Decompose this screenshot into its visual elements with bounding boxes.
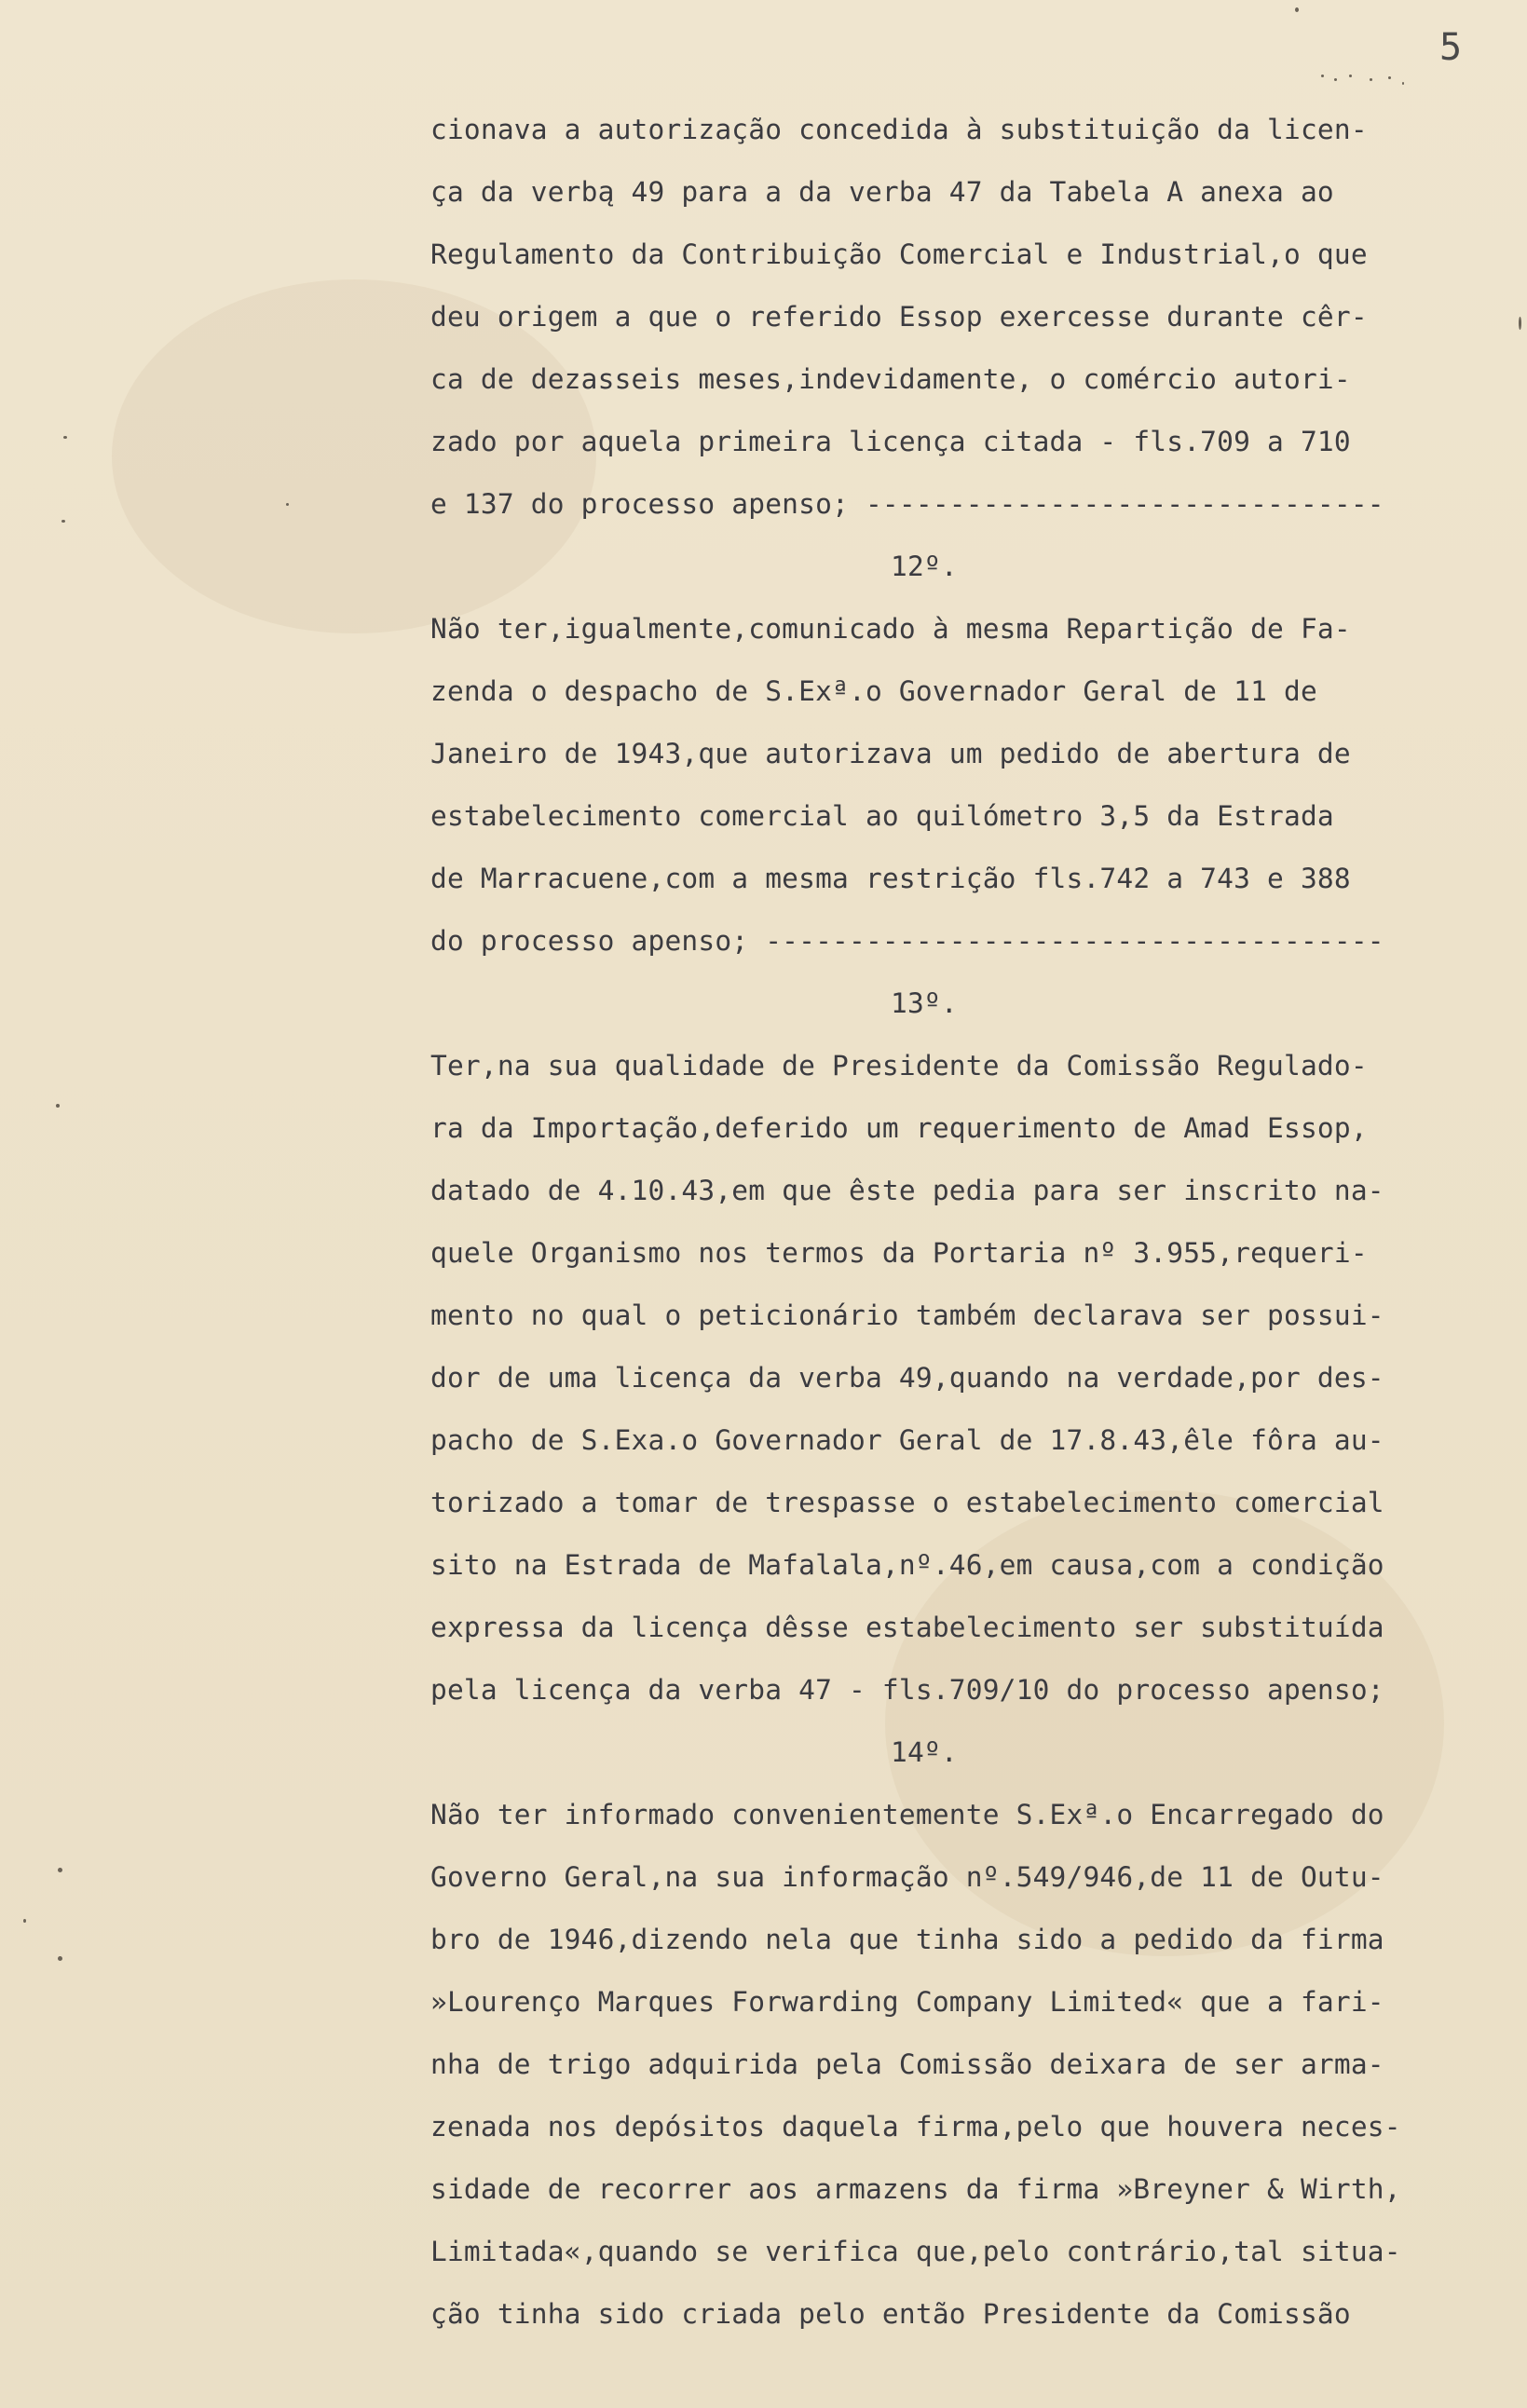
text-line: zado por aquela primeira licença citada - fls.709 a 710: [430, 426, 1351, 457]
text-line: sidade de recorrer aos armazens da firma »Breyner & Wirth,: [430, 2173, 1401, 2205]
text-line: ção tinha sido criada pelo então Presidente da Comissão: [430, 2298, 1351, 2330]
typewritten-body: [430, 99, 1502, 2346]
text-line: datado de 4.10.43,em que êste pedia para ser inscrito na-: [430, 1175, 1384, 1206]
text-line: zenada nos depósitos daquela firma,pelo que houvera neces-: [430, 2111, 1401, 2143]
ink-speck: [1519, 317, 1521, 330]
ink-speck: [1321, 75, 1324, 77]
text-line: de Marracuene,com a mesma restrição fls.742 a 743 e 388: [430, 863, 1351, 894]
text-line: quele Organismo nos termos da Portaria nº 3.955,requeri-: [430, 1237, 1368, 1269]
ink-speck: [63, 436, 67, 439]
section-number: 12º.: [891, 551, 958, 582]
text-line: Regulamento da Contribuição Comercial e Industrial,o que: [430, 238, 1368, 270]
ink-speck: [23, 1919, 26, 1923]
text-line: pela licença da verba 47 - fls.709/10 do processo apenso;: [430, 1674, 1384, 1706]
ink-speck: [58, 1956, 62, 1961]
text-line: Não ter informado convenientemente S.Exª.o Encarregado do: [430, 1799, 1384, 1830]
text-line: Limitada«,quando se verifica que,pelo contrário,tal situa-: [430, 2236, 1401, 2267]
text-line: dor de uma licença da verba 49,quando na verdade,por des-: [430, 1362, 1384, 1394]
page-number: 5: [1439, 26, 1463, 69]
ink-speck: [58, 1868, 62, 1872]
ink-speck: [1334, 78, 1337, 81]
text-line: mento no qual o peticionário também declarava ser possui-: [430, 1299, 1384, 1331]
ink-speck: [1402, 82, 1404, 85]
text-line: Janeiro de 1943,que autorizava um pedido de abertura de: [430, 738, 1351, 769]
text-line: pacho de S.Exa.o Governador Geral de 17.8.43,êle fôra au-: [430, 1424, 1384, 1456]
ink-speck: [1295, 7, 1299, 12]
ink-speck: [1370, 78, 1372, 81]
text-line: cionava a autorização concedida à substituição da licen-: [430, 114, 1368, 145]
text-line: Não ter,igualmente,comunicado à mesma Repartição de Fa-: [430, 613, 1351, 645]
text-line: ca de dezasseis meses,indevidamente, o comércio autori-: [430, 363, 1351, 395]
text-line: nha de trigo adquirida pela Comissão deixara de ser arma-: [430, 2048, 1384, 2080]
ink-speck: [56, 1104, 60, 1108]
text-line: Governo Geral,na sua informação nº.549/946,de 11 de Outu-: [430, 1861, 1384, 1893]
text-line: do processo apenso; -------------------------------------: [430, 925, 1384, 957]
text-line: deu origem a que o referido Essop exercesse durante cêr-: [430, 301, 1368, 333]
text-line: »Lourenço Marques Forwarding Company Limited« que a fari-: [430, 1986, 1384, 2018]
ink-speck: [1388, 76, 1391, 79]
text-line: estabelecimento comercial ao quilómetro 3,5 da Estrada: [430, 800, 1334, 832]
text-line: e 137 do processo apenso; -------------------------------: [430, 488, 1384, 520]
section-number: 14º.: [891, 1736, 958, 1768]
text-line: sito na Estrada de Mafalala,nº.46,em causa,com a condição: [430, 1549, 1384, 1581]
text-line: bro de 1946,dizendo nela que tinha sido a pedido da firma: [430, 1924, 1384, 1955]
ink-speck: [286, 503, 289, 506]
section-number: 13º.: [891, 987, 958, 1019]
text-line: zenda o despacho de S.Exª.o Governador Geral de 11 de: [430, 675, 1317, 707]
text-line: ça da verbą 49 para a da verba 47 da Tabela A anexa ao: [430, 176, 1334, 208]
text-line: torizado a tomar de trespasse o estabelecimento comercial: [430, 1487, 1384, 1518]
text-line: Ter,na sua qualidade de Presidente da Comissão Regulado-: [430, 1050, 1368, 1082]
text-line: ra da Importação,deferido um requerimento de Amad Essop,: [430, 1112, 1368, 1144]
ink-speck: [1349, 75, 1352, 77]
ink-speck: [61, 520, 65, 523]
text-line: expressa da licença dêsse estabelecimento ser substituída: [430, 1612, 1384, 1643]
